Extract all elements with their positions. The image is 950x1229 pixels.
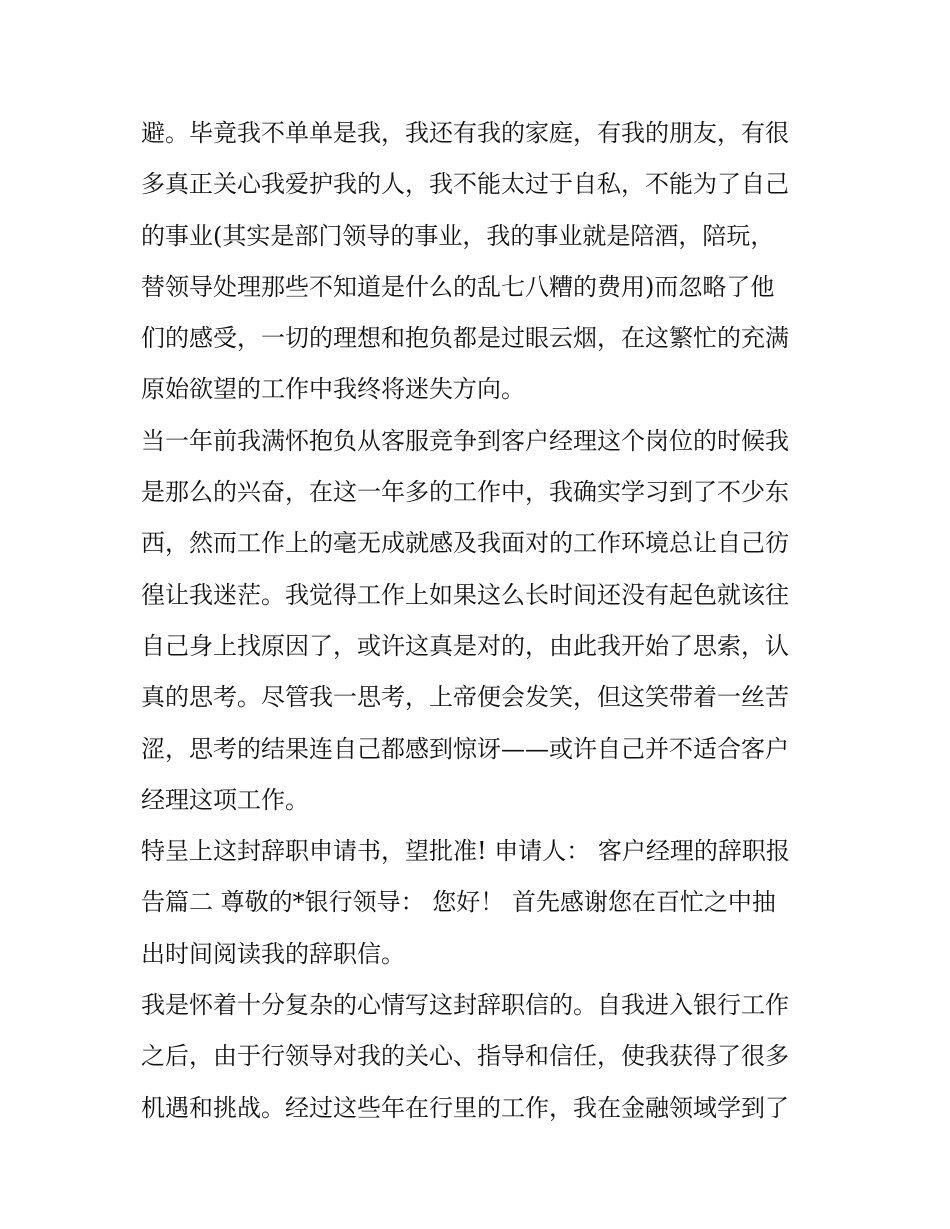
text-line: 是那么的兴奋，在这一年多的工作中，我确实学习到了不少东 xyxy=(141,478,789,507)
text-line: 出时间阅读我的辞职信。 xyxy=(141,939,405,968)
text-line: 涩，思考的结果连自己都感到惊讶——或许自己并不适合客户 xyxy=(141,734,789,763)
text-line: 机遇和挑战。经过这些年在行里的工作，我在金融领域学到了 xyxy=(141,1093,789,1122)
text-line: 替领导处理那些不知道是什么的乱七八糟的费用)而忽略了他 xyxy=(141,272,775,301)
text-line: 自己身上找原因了，或许这真是对的，由此我开始了思索，认 xyxy=(141,631,789,660)
text-line: 的事业(其实是部门领导的事业，我的事业就是陪酒，陪玩， xyxy=(141,221,775,250)
body-text xyxy=(141,108,821,1134)
text-line: 我是怀着十分复杂的心情写这封辞职信的。自我进入银行工作 xyxy=(141,991,789,1020)
text-line: 当一年前我满怀抱负从客服竞争到客户经理这个岗位的时候我 xyxy=(141,426,789,455)
text-line: 避。毕竟我不单单是我，我还有我的家庭，有我的朋友，有很 xyxy=(141,119,789,147)
text-line: 特呈上这封辞职申请书，望批准! 申请人： 客户经理的辞职报 xyxy=(141,837,790,866)
text-line: 经理这项工作。 xyxy=(141,785,309,814)
text-line: 之后，由于行领导对我的关心、指导和信任，使我获得了很多 xyxy=(141,1042,789,1071)
text-line: 们的感受，一切的理想和抱负都是过眼云烟，在这繁忙的充满 xyxy=(141,324,789,353)
text-line: 徨让我迷茫。我觉得工作上如果这么长时间还没有起色就该往 xyxy=(141,580,789,609)
text-line: 原始欲望的工作中我终将迷失方向。 xyxy=(141,375,525,404)
text-line: 告篇二 尊敬的*银行领导： 您好！ 首先感谢您在百忙之中抽 xyxy=(141,888,776,917)
text-line: 真的思考。尽管我一思考，上帝便会发笑，但这笑带着一丝苦 xyxy=(141,683,789,712)
text-line: 多真正关心我爱护我的人，我不能太过于自私，不能为了自己 xyxy=(141,170,789,199)
text-line: 西，然而工作上的毫无成就感及我面对的工作环境总让自己彷 xyxy=(141,529,789,558)
